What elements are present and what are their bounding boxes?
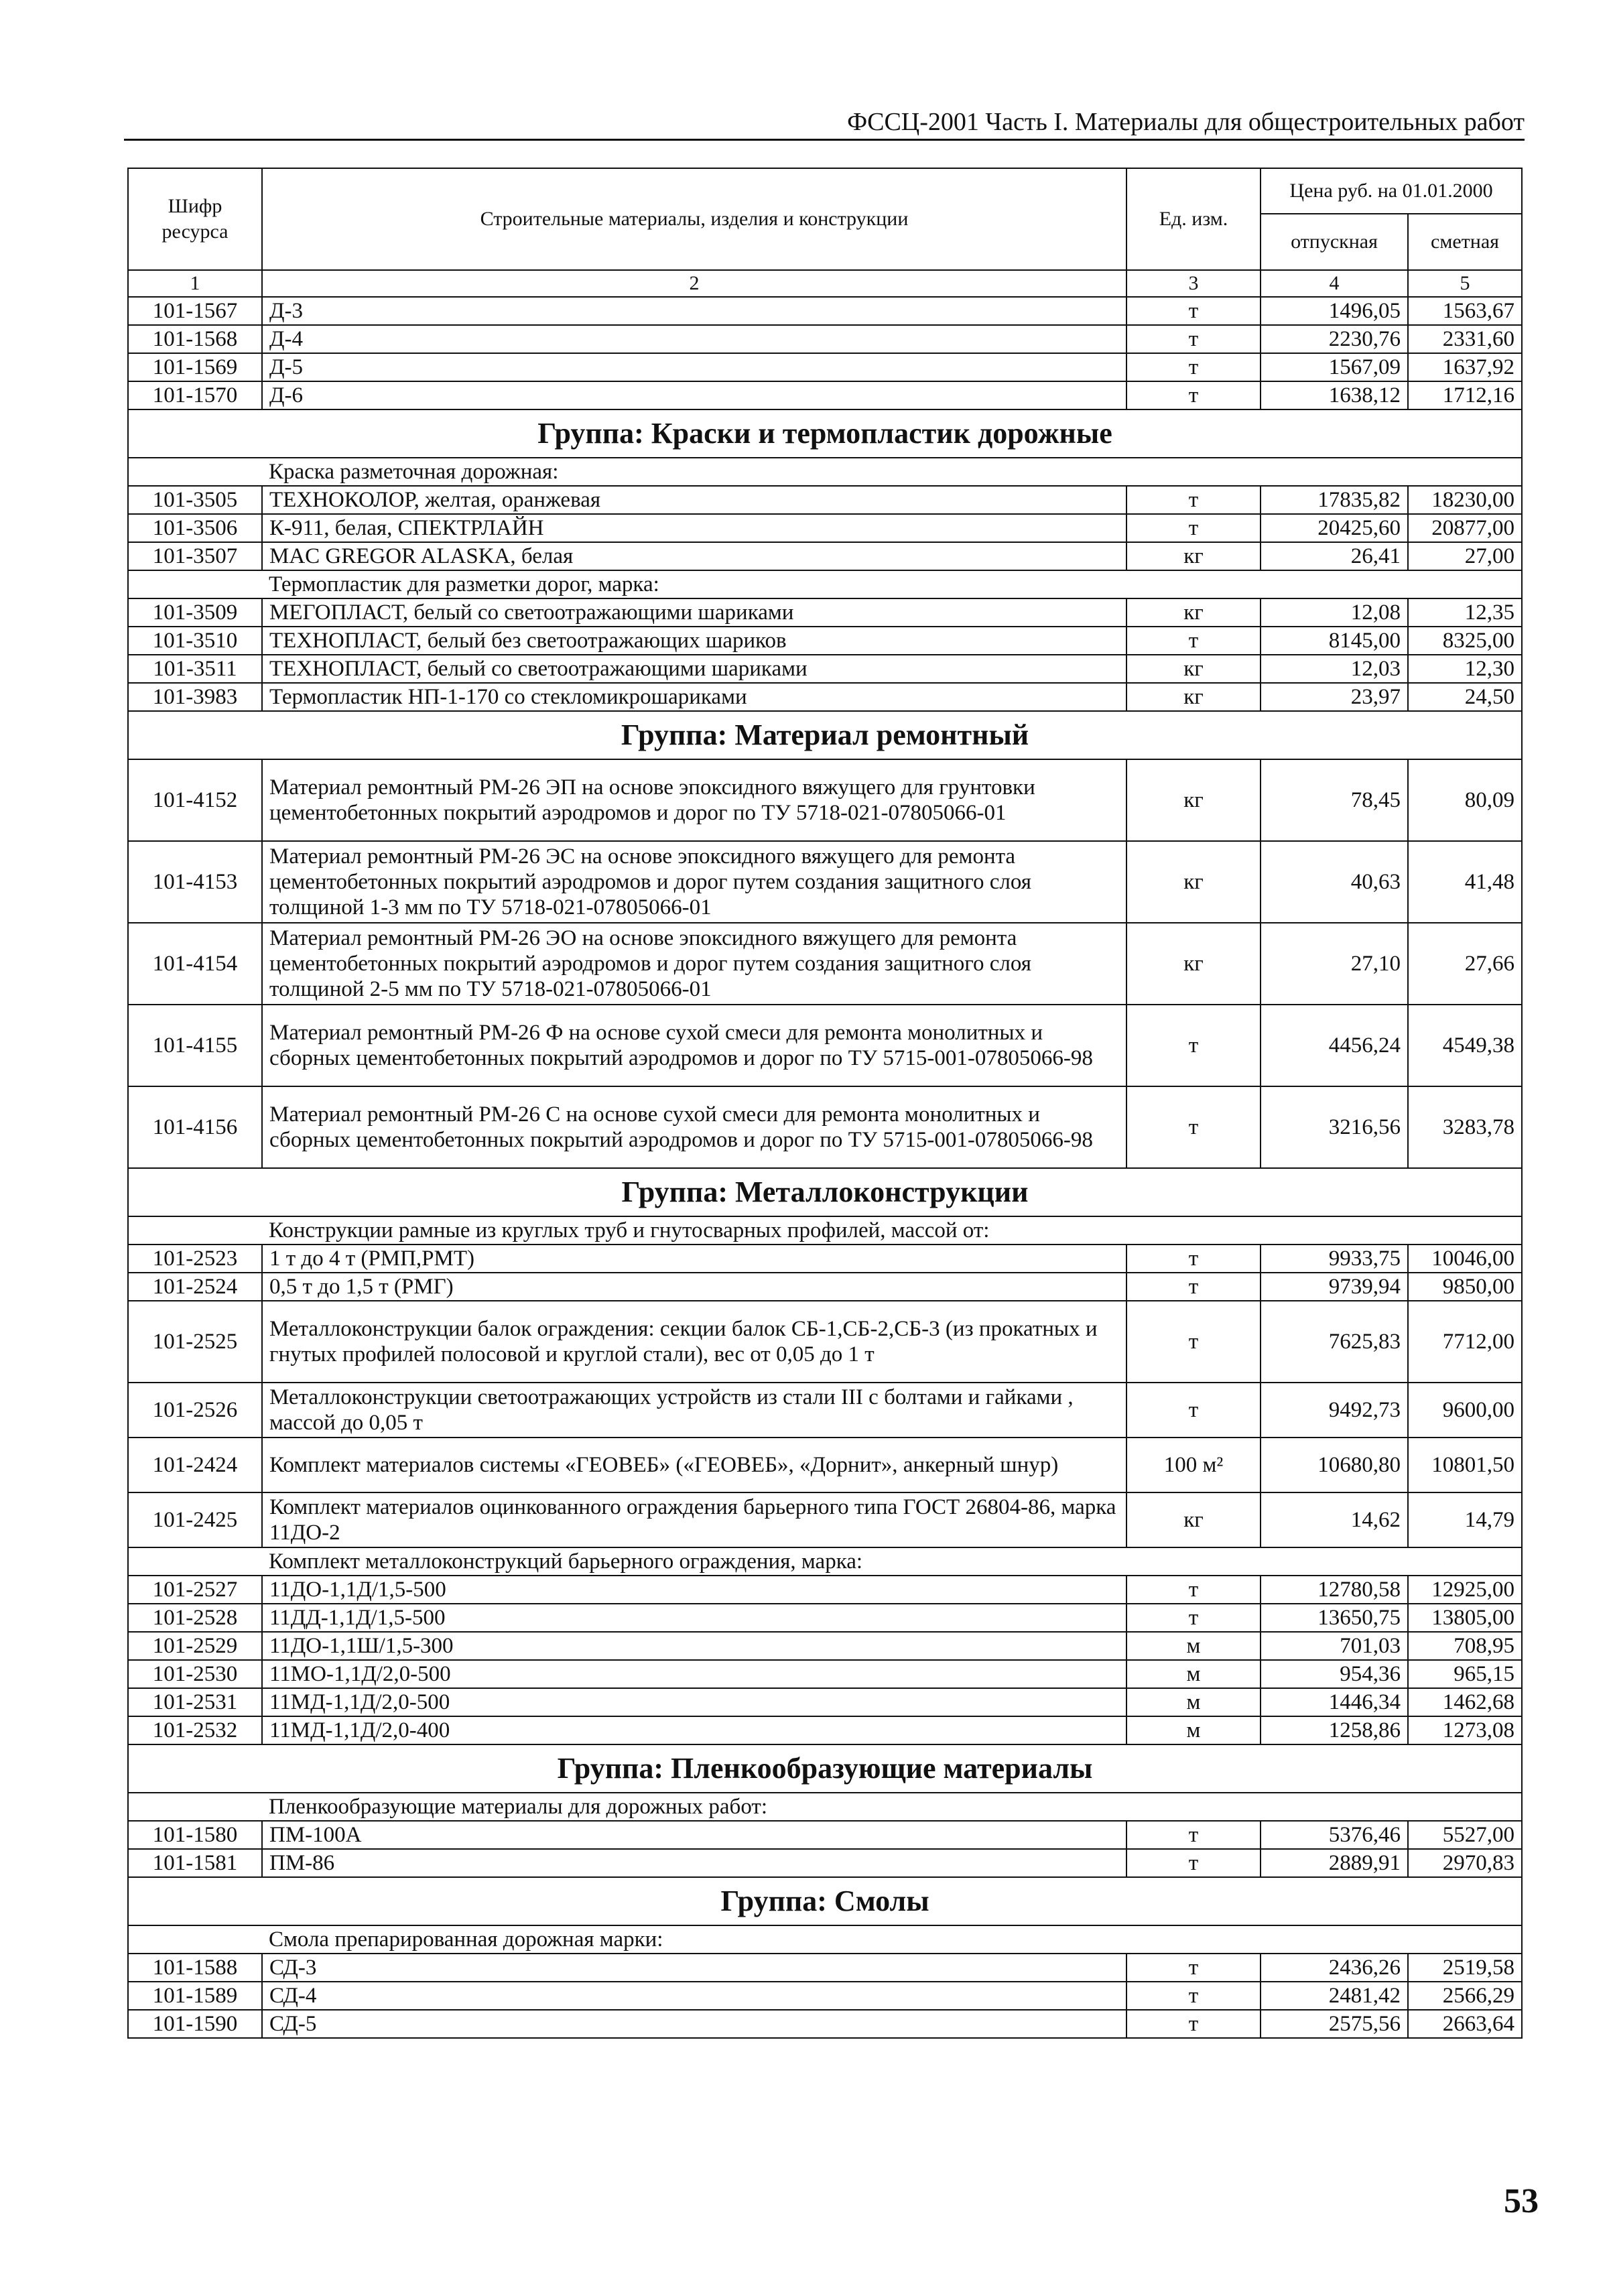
table-row: [128, 1604, 1522, 1632]
material-name: Д-6: [262, 381, 1126, 409]
release-price: 20425,60: [1261, 514, 1408, 542]
resource-code: 101-4156: [128, 1086, 262, 1168]
unit-of-measure: т: [1126, 1086, 1261, 1168]
release-price: 1638,12: [1261, 381, 1408, 409]
table-row: [128, 1383, 1522, 1438]
resource-code: 101-1589: [128, 1982, 262, 2010]
subheading: Термопластик для разметки дорог, марка:: [262, 570, 1522, 598]
material-name: Комплект материалов оцинкованного ограждения барьерного типа ГОСТ 26804-86, марка 11ДО-2: [262, 1492, 1126, 1547]
estimate-price: 5527,00: [1408, 1821, 1522, 1849]
resource-code: 101-2425: [128, 1492, 262, 1547]
group-heading-row: [128, 1877, 1522, 1925]
estimate-price: 1637,92: [1408, 353, 1522, 381]
material-name: Металлоконструкции светоотражающих устройств из стали III с болтами и гайками , массой до 0,05 т: [262, 1383, 1126, 1438]
release-price: 7625,83: [1261, 1301, 1408, 1383]
material-name: ПМ-100А: [262, 1821, 1126, 1849]
estimate-price: 3283,78: [1408, 1086, 1522, 1168]
material-name: 11МД-1,1Д/2,0-400: [262, 1716, 1126, 1744]
resource-code: 101-2525: [128, 1301, 262, 1383]
resource-code: 101-2424: [128, 1438, 262, 1492]
page-header: [124, 106, 1525, 141]
estimate-price: 2663,64: [1408, 2010, 1522, 2038]
column-number: 4: [1261, 270, 1408, 297]
table-row: [128, 381, 1522, 409]
table-row: [128, 683, 1522, 711]
unit-of-measure: т: [1126, 1005, 1261, 1086]
unit-of-measure: т: [1126, 1383, 1261, 1438]
subheading-spacer: [128, 570, 262, 598]
resource-code: 101-3505: [128, 486, 262, 514]
unit-of-measure: кг: [1126, 759, 1261, 841]
table-row: [128, 1492, 1522, 1547]
material-name: Термопластик НП-1-170 со стекломикрошариками: [262, 683, 1126, 711]
table-row: [128, 514, 1522, 542]
table-row: [128, 1849, 1522, 1877]
table-row: [128, 1273, 1522, 1301]
table-row: [128, 1716, 1522, 1744]
table-row: [128, 1005, 1522, 1086]
estimate-price: 1273,08: [1408, 1716, 1522, 1744]
table-row: [128, 1821, 1522, 1849]
material-name: 0,5 т до 1,5 т (РМГ): [262, 1273, 1126, 1301]
subheading: Комплект металлоконструкций барьерного ограждения, марка:: [262, 1547, 1522, 1576]
material-name: СД-3: [262, 1954, 1126, 1982]
material-name: 1 т до 4 т (РМП,РМТ): [262, 1245, 1126, 1273]
resource-code: 101-1580: [128, 1821, 262, 1849]
table-row: [128, 325, 1522, 353]
table-row: [128, 542, 1522, 570]
resource-code: 101-1590: [128, 2010, 262, 2038]
unit-of-measure: кг: [1126, 542, 1261, 570]
table-row: [128, 1954, 1522, 1982]
release-price: 23,97: [1261, 683, 1408, 711]
resource-code: 101-2531: [128, 1688, 262, 1716]
release-price: 17835,82: [1261, 486, 1408, 514]
unit-of-measure: т: [1126, 1954, 1261, 1982]
table-row: [128, 841, 1522, 923]
group-heading-row: [128, 1168, 1522, 1216]
unit-of-measure: т: [1126, 1982, 1261, 2010]
resource-code: 101-2530: [128, 1660, 262, 1688]
unit-of-measure: кг: [1126, 1492, 1261, 1547]
material-name: ТЕХНОКОЛОР, желтая, оранжевая: [262, 486, 1126, 514]
estimate-price: 80,09: [1408, 759, 1522, 841]
table-row: [128, 1982, 1522, 2010]
release-price: 2436,26: [1261, 1954, 1408, 1982]
estimate-price: 1563,67: [1408, 297, 1522, 325]
estimate-price: 2519,58: [1408, 1954, 1522, 1982]
table-row: [128, 297, 1522, 325]
page-number: 53: [1504, 2182, 1539, 2220]
table-row: [128, 1632, 1522, 1660]
estimate-price: 12925,00: [1408, 1576, 1522, 1604]
header-price: Цена руб. на 01.01.2000: [1261, 168, 1522, 214]
unit-of-measure: т: [1126, 1849, 1261, 1877]
estimate-price: 12,30: [1408, 655, 1522, 683]
estimate-price: 13805,00: [1408, 1604, 1522, 1632]
group-heading: Группа: Смолы: [128, 1877, 1522, 1925]
group-heading: Группа: Металлоконструкции: [128, 1168, 1522, 1216]
material-name: Металлоконструкции балок ограждения: секции балок СБ-1,СБ-2,СБ-3 (из прокатных и гнутых профилей полосовой и круглой стали), вес от 0,05 до 1 т: [262, 1301, 1126, 1383]
release-price: 954,36: [1261, 1660, 1408, 1688]
column-number: 5: [1408, 270, 1522, 297]
estimate-price: 27,00: [1408, 542, 1522, 570]
material-name: Материал ремонтный РМ-26 ЭС на основе эпоксидного вяжущего для ремонта цементобетонных покрытий аэродромов и дорог путем создания защитного слоя толщиной 1-3 мм по ТУ 5718-021-07805066-01: [262, 841, 1126, 923]
estimate-price: 9850,00: [1408, 1273, 1522, 1301]
release-price: 1258,86: [1261, 1716, 1408, 1744]
material-name: 11ДО-1,1Ш/1,5-300: [262, 1632, 1126, 1660]
release-price: 2481,42: [1261, 1982, 1408, 2010]
estimate-price: 24,50: [1408, 683, 1522, 711]
material-name: К-911, белая, СПЕКТРЛАЙН: [262, 514, 1126, 542]
release-price: 13650,75: [1261, 1604, 1408, 1632]
release-price: 14,62: [1261, 1492, 1408, 1547]
header-unit: Ед. изм.: [1126, 168, 1261, 270]
table-row: [128, 598, 1522, 627]
subheading-row: [128, 570, 1522, 598]
material-name: МЕГОПЛАСТ, белый со светоотражающими шариками: [262, 598, 1126, 627]
release-price: 2230,76: [1261, 325, 1408, 353]
table-row: [128, 1086, 1522, 1168]
unit-of-measure: т: [1126, 325, 1261, 353]
subheading: Конструкции рамные из круглых труб и гнутосварных профилей, массой от:: [262, 1216, 1522, 1245]
unit-of-measure: м: [1126, 1632, 1261, 1660]
material-name: Д-4: [262, 325, 1126, 353]
table-body: [128, 297, 1522, 2038]
estimate-price: 1712,16: [1408, 381, 1522, 409]
subheading-row: [128, 1793, 1522, 1821]
unit-of-measure: 100 м²: [1126, 1438, 1261, 1492]
release-price: 2575,56: [1261, 2010, 1408, 2038]
unit-of-measure: т: [1126, 1245, 1261, 1273]
unit-of-measure: т: [1126, 514, 1261, 542]
header-code: Шифр ресурса: [128, 168, 262, 270]
resource-code: 101-4153: [128, 841, 262, 923]
material-name: Материал ремонтный РМ-26 ЭО на основе эпоксидного вяжущего для ремонта цементобетонных покрытий аэродромов и дорог путем создания защитного слоя толщиной 2-5 мм по ТУ 5718-021-07805066-01: [262, 923, 1126, 1005]
unit-of-measure: т: [1126, 1301, 1261, 1383]
unit-of-measure: кг: [1126, 683, 1261, 711]
release-price: 27,10: [1261, 923, 1408, 1005]
table-row: [128, 1438, 1522, 1492]
estimate-price: 12,35: [1408, 598, 1522, 627]
resource-code: 101-3506: [128, 514, 262, 542]
subheading-spacer: [128, 1216, 262, 1245]
table-row: [128, 627, 1522, 655]
table-row: [128, 486, 1522, 514]
estimate-price: 8325,00: [1408, 627, 1522, 655]
column-number: 3: [1126, 270, 1261, 297]
header-rule: [124, 139, 1525, 141]
estimate-price: 10801,50: [1408, 1438, 1522, 1492]
release-price: 78,45: [1261, 759, 1408, 841]
release-price: 2889,91: [1261, 1849, 1408, 1877]
unit-of-measure: кг: [1126, 841, 1261, 923]
table-row: [128, 759, 1522, 841]
release-price: 9739,94: [1261, 1273, 1408, 1301]
release-price: 12,08: [1261, 598, 1408, 627]
material-name: 11ДД-1,1Д/1,5-500: [262, 1604, 1126, 1632]
resource-code: 101-1567: [128, 297, 262, 325]
subheading-spacer: [128, 1793, 262, 1821]
unit-of-measure: т: [1126, 297, 1261, 325]
unit-of-measure: кг: [1126, 923, 1261, 1005]
release-price: 10680,80: [1261, 1438, 1408, 1492]
estimate-price: 965,15: [1408, 1660, 1522, 1688]
material-name: 11МО-1,1Д/2,0-500: [262, 1660, 1126, 1688]
subheading-spacer: [128, 1547, 262, 1576]
resource-code: 101-4155: [128, 1005, 262, 1086]
estimate-price: 2970,83: [1408, 1849, 1522, 1877]
group-heading-row: [128, 711, 1522, 759]
unit-of-measure: т: [1126, 353, 1261, 381]
estimate-price: 7712,00: [1408, 1301, 1522, 1383]
release-price: 40,63: [1261, 841, 1408, 923]
material-name: 11ДО-1,1Д/1,5-500: [262, 1576, 1126, 1604]
subheading: Смола препарированная дорожная марки:: [262, 1925, 1522, 1954]
material-name: ПМ-86: [262, 1849, 1126, 1877]
unit-of-measure: т: [1126, 381, 1261, 409]
table-row: [128, 1576, 1522, 1604]
release-price: 8145,00: [1261, 627, 1408, 655]
resource-code: 101-1568: [128, 325, 262, 353]
resource-code: 101-4154: [128, 923, 262, 1005]
resource-code: 101-1581: [128, 1849, 262, 1877]
page-header-title: ФССЦ-2001 Часть I. Материалы для общестроительных работ: [847, 108, 1525, 136]
table-row: [128, 655, 1522, 683]
material-name: Комплект материалов системы «ГЕОВЕБ» («ГЕОВЕБ», «Дорнит», анкерный шнур): [262, 1438, 1126, 1492]
release-price: 3216,56: [1261, 1086, 1408, 1168]
subheading-row: [128, 1216, 1522, 1245]
release-price: 9933,75: [1261, 1245, 1408, 1273]
table-row: [128, 1688, 1522, 1716]
table-row: [128, 923, 1522, 1005]
group-heading: Группа: Пленкообразующие материалы: [128, 1744, 1522, 1793]
resource-code: 101-3983: [128, 683, 262, 711]
resource-code: 101-2527: [128, 1576, 262, 1604]
material-name: MAC GREGOR ALASKA, белая: [262, 542, 1126, 570]
unit-of-measure: т: [1126, 1273, 1261, 1301]
resource-code: 101-3510: [128, 627, 262, 655]
release-price: 12780,58: [1261, 1576, 1408, 1604]
table-row: [128, 1660, 1522, 1688]
group-heading: Группа: Краски и термопластик дорожные: [128, 409, 1522, 458]
estimate-price: 4549,38: [1408, 1005, 1522, 1086]
group-heading-row: [128, 409, 1522, 458]
group-heading: Группа: Материал ремонтный: [128, 711, 1522, 759]
unit-of-measure: м: [1126, 1716, 1261, 1744]
table-row: [128, 353, 1522, 381]
estimate-price: 20877,00: [1408, 514, 1522, 542]
column-number: 1: [128, 270, 262, 297]
release-price: 1446,34: [1261, 1688, 1408, 1716]
table-row: [128, 1301, 1522, 1383]
unit-of-measure: т: [1126, 486, 1261, 514]
resource-code: 101-2526: [128, 1383, 262, 1438]
subheading-row: [128, 458, 1522, 486]
estimate-price: 9600,00: [1408, 1383, 1522, 1438]
subheading-row: [128, 1925, 1522, 1954]
table-row: [128, 1245, 1522, 1273]
resource-code: 101-1570: [128, 381, 262, 409]
subheading-spacer: [128, 1925, 262, 1954]
subheading: Краска разметочная дорожная:: [262, 458, 1522, 486]
estimate-price: 1462,68: [1408, 1688, 1522, 1716]
resource-code: 101-4152: [128, 759, 262, 841]
unit-of-measure: т: [1126, 1576, 1261, 1604]
material-name: 11МД-1,1Д/2,0-500: [262, 1688, 1126, 1716]
estimate-price: 10046,00: [1408, 1245, 1522, 1273]
resource-code: 101-2524: [128, 1273, 262, 1301]
resource-code: 101-2528: [128, 1604, 262, 1632]
header-release-price: отпускная: [1261, 214, 1408, 270]
header-name: Строительные материалы, изделия и конструкции: [262, 168, 1126, 270]
material-name: Д-5: [262, 353, 1126, 381]
unit-of-measure: т: [1126, 1604, 1261, 1632]
subheading: Пленкообразующие материалы для дорожных работ:: [262, 1793, 1522, 1821]
material-name: Материал ремонтный РМ-26 ЭП на основе эпоксидного вяжущего для грунтовки цементобетонных покрытий аэродромов и дорог по ТУ 5718-021-07805066-01: [262, 759, 1126, 841]
resource-code: 101-1588: [128, 1954, 262, 1982]
resource-code: 101-2529: [128, 1632, 262, 1660]
resource-code: 101-2532: [128, 1716, 262, 1744]
header-estimate-price: сметная: [1408, 214, 1522, 270]
estimate-price: 41,48: [1408, 841, 1522, 923]
subheading-row: [128, 1547, 1522, 1576]
table-header: [128, 168, 1522, 297]
resource-code: 101-1569: [128, 353, 262, 381]
unit-of-measure: т: [1126, 2010, 1261, 2038]
estimate-price: 2331,60: [1408, 325, 1522, 353]
material-name: Материал ремонтный РМ-26 С на основе сухой смеси для ремонта монолитных и сборных цементобетонных покрытий аэродромов и дорог по ТУ 5715-001-07805066-98: [262, 1086, 1126, 1168]
resource-code: 101-3509: [128, 598, 262, 627]
estimate-price: 14,79: [1408, 1492, 1522, 1547]
release-price: 1567,09: [1261, 353, 1408, 381]
release-price: 9492,73: [1261, 1383, 1408, 1438]
unit-of-measure: м: [1126, 1660, 1261, 1688]
release-price: 4456,24: [1261, 1005, 1408, 1086]
estimate-price: 708,95: [1408, 1632, 1522, 1660]
material-name: ТЕХНОПЛАСТ, белый со светоотражающими шариками: [262, 655, 1126, 683]
release-price: 1496,05: [1261, 297, 1408, 325]
estimate-price: 27,66: [1408, 923, 1522, 1005]
material-name: Материал ремонтный РМ-26 Ф на основе сухой смеси для ремонта монолитных и сборных цементобетонных покрытий аэродромов и дорог по ТУ 5715-001-07805066-98: [262, 1005, 1126, 1086]
unit-of-measure: т: [1126, 1821, 1261, 1849]
column-number: 2: [262, 270, 1126, 297]
material-name: ТЕХНОПЛАСТ, белый без светоотражающих шариков: [262, 627, 1126, 655]
price-table: [127, 168, 1523, 2039]
material-name: СД-5: [262, 2010, 1126, 2038]
group-heading-row: [128, 1744, 1522, 1793]
release-price: 26,41: [1261, 542, 1408, 570]
material-name: СД-4: [262, 1982, 1126, 2010]
resource-code: 101-2523: [128, 1245, 262, 1273]
unit-of-measure: кг: [1126, 598, 1261, 627]
resource-code: 101-3511: [128, 655, 262, 683]
material-name: Д-3: [262, 297, 1126, 325]
unit-of-measure: т: [1126, 627, 1261, 655]
release-price: 701,03: [1261, 1632, 1408, 1660]
release-price: 5376,46: [1261, 1821, 1408, 1849]
estimate-price: 18230,00: [1408, 486, 1522, 514]
resource-code: 101-3507: [128, 542, 262, 570]
unit-of-measure: м: [1126, 1688, 1261, 1716]
release-price: 12,03: [1261, 655, 1408, 683]
estimate-price: 2566,29: [1408, 1982, 1522, 2010]
table-row: [128, 2010, 1522, 2038]
unit-of-measure: кг: [1126, 655, 1261, 683]
subheading-spacer: [128, 458, 262, 486]
